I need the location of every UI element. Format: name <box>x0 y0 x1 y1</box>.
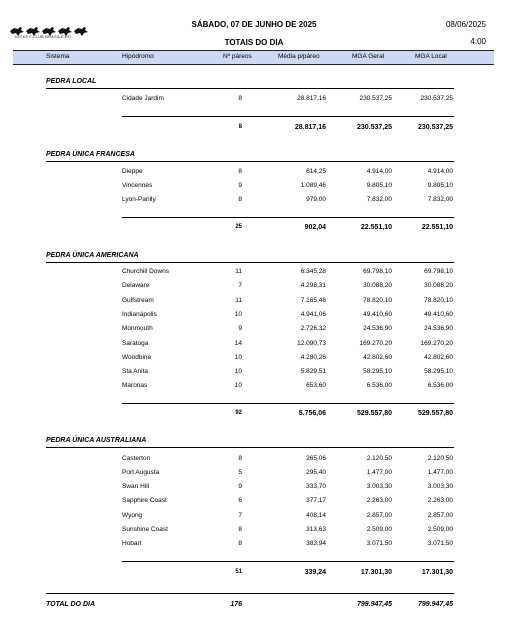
table-row: Saratoga 14 12.090,73 169.270,20 169.270,20 <box>122 340 453 347</box>
total-row <box>0 601 508 611</box>
column-header-bar <box>13 50 494 65</box>
table-row: Sapphire Coast 6 377,17 2.263,00 2.263,00 <box>122 497 453 504</box>
subtotal-row: 51 339,24 17.301,30 17.301,30 <box>235 569 453 576</box>
total-mga-geral: 799.947,45 <box>356 601 392 608</box>
table-row: Casterton 8 265,06 2.120,50 2.120,50 <box>122 455 453 462</box>
table-row: Churchill Downs 11 6.345,28 69.798,10 69.798,10 <box>122 268 453 275</box>
subtotal-row: 92 5.756,06 529.557,80 529.557,80 <box>235 410 453 417</box>
col-hipodromo: Hipódromo <box>122 53 154 60</box>
col-mga-local: MGA Local <box>415 53 447 60</box>
table-row: Port Augusta 5 295,40 1.477,00 1.477,00 <box>122 469 453 476</box>
subtotal-row: 8 28.817,16 230.537,25 230.537,25 <box>238 124 453 131</box>
logo-text: JOCKEY CLUB BRASILEIRO <box>14 34 72 39</box>
col-npareos: Nº páreos <box>223 53 252 60</box>
table-row: Indianápolis 10 4.941,06 49.410,60 49.410,60 <box>122 311 453 318</box>
table-row: Wyong 7 408,14 2.857,00 2.857,00 <box>122 512 453 519</box>
table-row: Gulfstream 11 7.165,46 78.820,10 78.820,10 <box>122 297 453 304</box>
total-divider <box>46 593 454 594</box>
col-mga-geral: MGA Geral <box>352 53 385 60</box>
total-mga-local: 799.947,45 <box>417 601 453 608</box>
table-row: Swan Hill 9 333,70 3.003,30 3.003,30 <box>122 483 453 490</box>
col-sistema: Sistema <box>46 53 70 60</box>
report-date: SÁBADO, 07 DE JUNHO DE 2025 <box>191 20 317 29</box>
col-media: Média p/páreo <box>278 53 320 60</box>
section-title: PEDRA LOCAL <box>46 78 97 85</box>
section-divider <box>46 262 454 263</box>
table-row: Monmouth 9 2.726,32 24.536,90 24.536,90 <box>122 325 453 332</box>
section-title: PEDRA ÚNICA AUSTRALIANA <box>46 437 147 444</box>
table-row: Woodbine 10 4.280,26 42.802,60 42.802,60 <box>122 354 453 361</box>
subtotal-row: 25 902,04 22.551,10 22.551,10 <box>235 224 453 231</box>
table-row: Hobart 8 383,94 3.071,50 3.071,50 <box>122 540 453 547</box>
subtotal-divider <box>122 217 454 218</box>
total-label: TOTAL DO DIA <box>46 601 95 608</box>
subtotal-divider <box>122 403 454 404</box>
section-divider <box>46 161 454 162</box>
table-row: Delaware 7 4.298,31 30.088,20 30.088,20 <box>122 282 453 289</box>
table-row: Dieppe 8 614,25 4.914,00 4.914,00 <box>122 168 453 175</box>
subtotal-divider <box>122 116 454 117</box>
section-title: PEDRA ÚNICA AMERICANA <box>46 252 139 259</box>
total-npareos: 176 <box>230 601 242 608</box>
table-row: Maronas 10 653,60 6.536,00 6.536,00 <box>122 382 453 389</box>
print-time: 4:00 <box>470 37 486 46</box>
section-title: PEDRA ÚNICA FRANCESA <box>46 151 135 158</box>
section-divider <box>46 88 454 89</box>
subtotal-divider <box>122 561 454 562</box>
table-row: Sunshine Coast 8 313,63 2.509,00 2.509,00 <box>122 526 453 533</box>
table-row: Vincennes 9 1.089,46 9.805,10 9.805,10 <box>122 182 453 189</box>
section-divider <box>46 447 454 448</box>
print-date: 08/06/2025 <box>445 20 486 29</box>
table-row: Sta Anita 10 5.829,51 58.295,10 58.295,10 <box>122 368 453 375</box>
table-row: Cidade Jardim 8 28.817,16 230.537,25 230.537,25 <box>122 95 453 102</box>
table-row: Lyon-Parilly 8 979,00 7.832,00 7.832,00 <box>122 196 453 203</box>
report-title: TOTAIS DO DIA <box>224 38 284 47</box>
